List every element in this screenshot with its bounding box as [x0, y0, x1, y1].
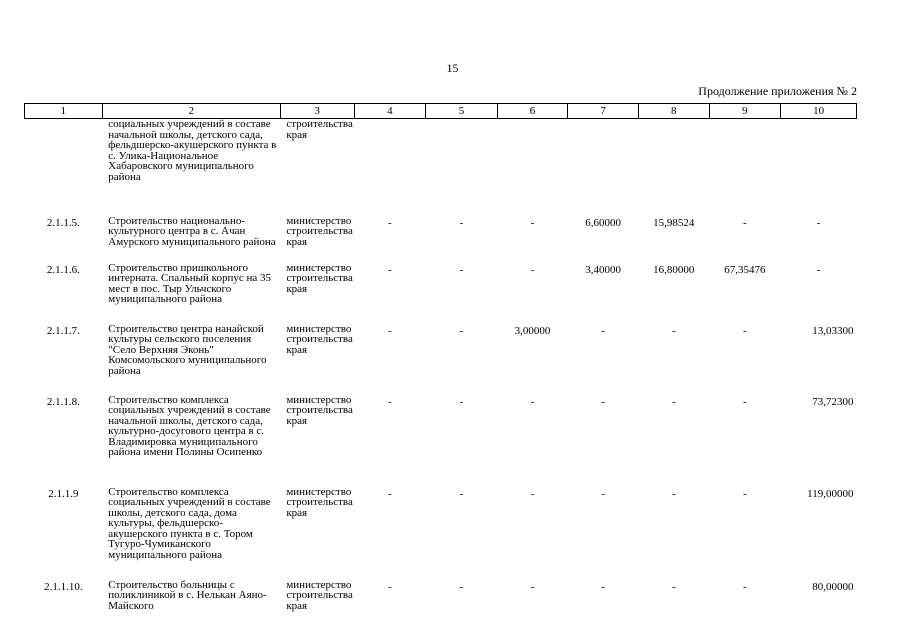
cell-col8: 16,80000	[653, 263, 695, 276]
cell-col8: 15,98524	[653, 216, 695, 229]
row-executor: министерство строительства края	[286, 261, 353, 295]
cell-col6: -	[530, 263, 535, 276]
row-executor: министерство строительства края	[286, 322, 353, 356]
cell-col5: -	[459, 263, 464, 276]
row-executor: строительства края	[286, 118, 353, 141]
column-header: 10	[781, 104, 857, 119]
cell-col9: -	[743, 216, 747, 229]
cell-col4: -	[387, 324, 392, 337]
cell-col5: -	[459, 216, 464, 229]
row-name: Строительство комплекса социальных учреждений в составе начальной школы, детского сада, культурно-досугового центра в с. Владимировка муниципального района имени Полины Осипенко	[108, 393, 271, 458]
row-number: 2.1.1.9	[48, 487, 79, 500]
row-executor: министерство строительства края	[286, 214, 353, 248]
cell-col10: 13,03300	[812, 324, 854, 337]
table-row	[25, 487, 857, 580]
row-name: Строительство комплекса социальных учреждений в составе школы, детского сада, дома культуры, фельдшерско-акушерского пункта в с. Тором Тугуро-Чумиканского муниципального района	[108, 485, 271, 561]
table-row-continuation	[25, 119, 857, 204]
cell-col8: -	[671, 395, 676, 408]
cell-col10: -	[816, 216, 821, 229]
cell-col9: -	[743, 324, 747, 337]
column-header: 5	[426, 104, 498, 119]
row-number: 2.1.1.8.	[46, 395, 80, 408]
table-row	[25, 580, 857, 620]
row-number: 2.1.1.5.	[46, 216, 80, 229]
row-number: 2.1.1.7.	[46, 324, 80, 337]
row-name: социальных учреждений в составе начальной школы, детского сада, фельдшерско-акушерского пункта в с. Улика-Национальное Хабаровского муниципального района	[108, 118, 277, 183]
cell-col4: -	[387, 487, 392, 500]
column-header: 8	[638, 104, 709, 119]
appendix-note: Продолжение приложения № 2	[698, 84, 857, 98]
cell-col8: -	[671, 487, 676, 500]
cell-col9: -	[743, 487, 747, 500]
row-number: 2.1.1.10.	[44, 580, 83, 593]
column-header: 7	[568, 104, 639, 119]
page-number: 15	[446, 61, 459, 75]
row-executor: министерство строительства края	[286, 578, 353, 612]
row-name: Строительство национально-культурного центра в с. Ачан Амурского муниципального района	[108, 214, 276, 248]
column-header: 3	[280, 104, 354, 119]
cell-col4: -	[387, 216, 392, 229]
cell-col4: -	[387, 263, 392, 276]
column-header: 4	[354, 104, 426, 119]
cell-col6: -	[530, 395, 535, 408]
cell-col5: -	[459, 324, 464, 337]
cell-col8: -	[671, 580, 676, 593]
row-executor: министерство строительства края	[286, 393, 353, 427]
table-row	[25, 263, 857, 324]
program-table	[24, 103, 857, 620]
row-name: Строительство пришкольного интерната. Спальный корпус на 35 мест в пос. Тыр Ульчского муниципального района	[108, 261, 271, 305]
cell-col4: -	[387, 395, 392, 408]
cell-col7: -	[601, 580, 605, 593]
row-number: 2.1.1.6.	[46, 263, 80, 276]
cell-col9: 67,35476	[724, 263, 766, 276]
column-header: 6	[497, 104, 568, 119]
cell-col7: -	[601, 395, 605, 408]
cell-col6: -	[530, 487, 535, 500]
cell-col9: -	[743, 395, 747, 408]
cell-col7: 6,60000	[585, 216, 622, 229]
cell-col7: 3,40000	[585, 263, 622, 276]
row-name: Строительство центра нанайской культуры сельского поселения "Село Верхняя Эконь" Комсомольского муниципального района	[108, 322, 267, 377]
column-header: 1	[25, 104, 103, 119]
table-row	[25, 324, 857, 395]
cell-col5: -	[459, 395, 464, 408]
column-header: 9	[709, 104, 781, 119]
cell-col7: -	[601, 487, 605, 500]
cell-col6: -	[530, 580, 535, 593]
row-number	[25, 119, 103, 204]
cell-col10: 119,00000	[807, 487, 854, 500]
cell-col10: 80,00000	[812, 580, 854, 593]
cell-col10: 73,72300	[812, 395, 854, 408]
column-header-row	[25, 104, 857, 119]
table-row	[25, 216, 857, 263]
cell-col8: -	[671, 324, 676, 337]
column-header: 2	[102, 104, 280, 119]
table-row	[25, 395, 857, 487]
cell-col9: -	[743, 580, 747, 593]
cell-col7: -	[601, 324, 605, 337]
cell-col6: 3,00000	[514, 324, 551, 337]
row-name: Строительство больницы с поликлиникой в с. Нелькан Аяно-Майского	[108, 578, 267, 612]
cell-col10: -	[816, 263, 821, 276]
cell-col5: -	[459, 580, 464, 593]
cell-col6: -	[530, 216, 535, 229]
cell-col4: -	[387, 580, 392, 593]
row-executor: министерство строительства края	[286, 485, 353, 519]
cell-col5: -	[459, 487, 464, 500]
